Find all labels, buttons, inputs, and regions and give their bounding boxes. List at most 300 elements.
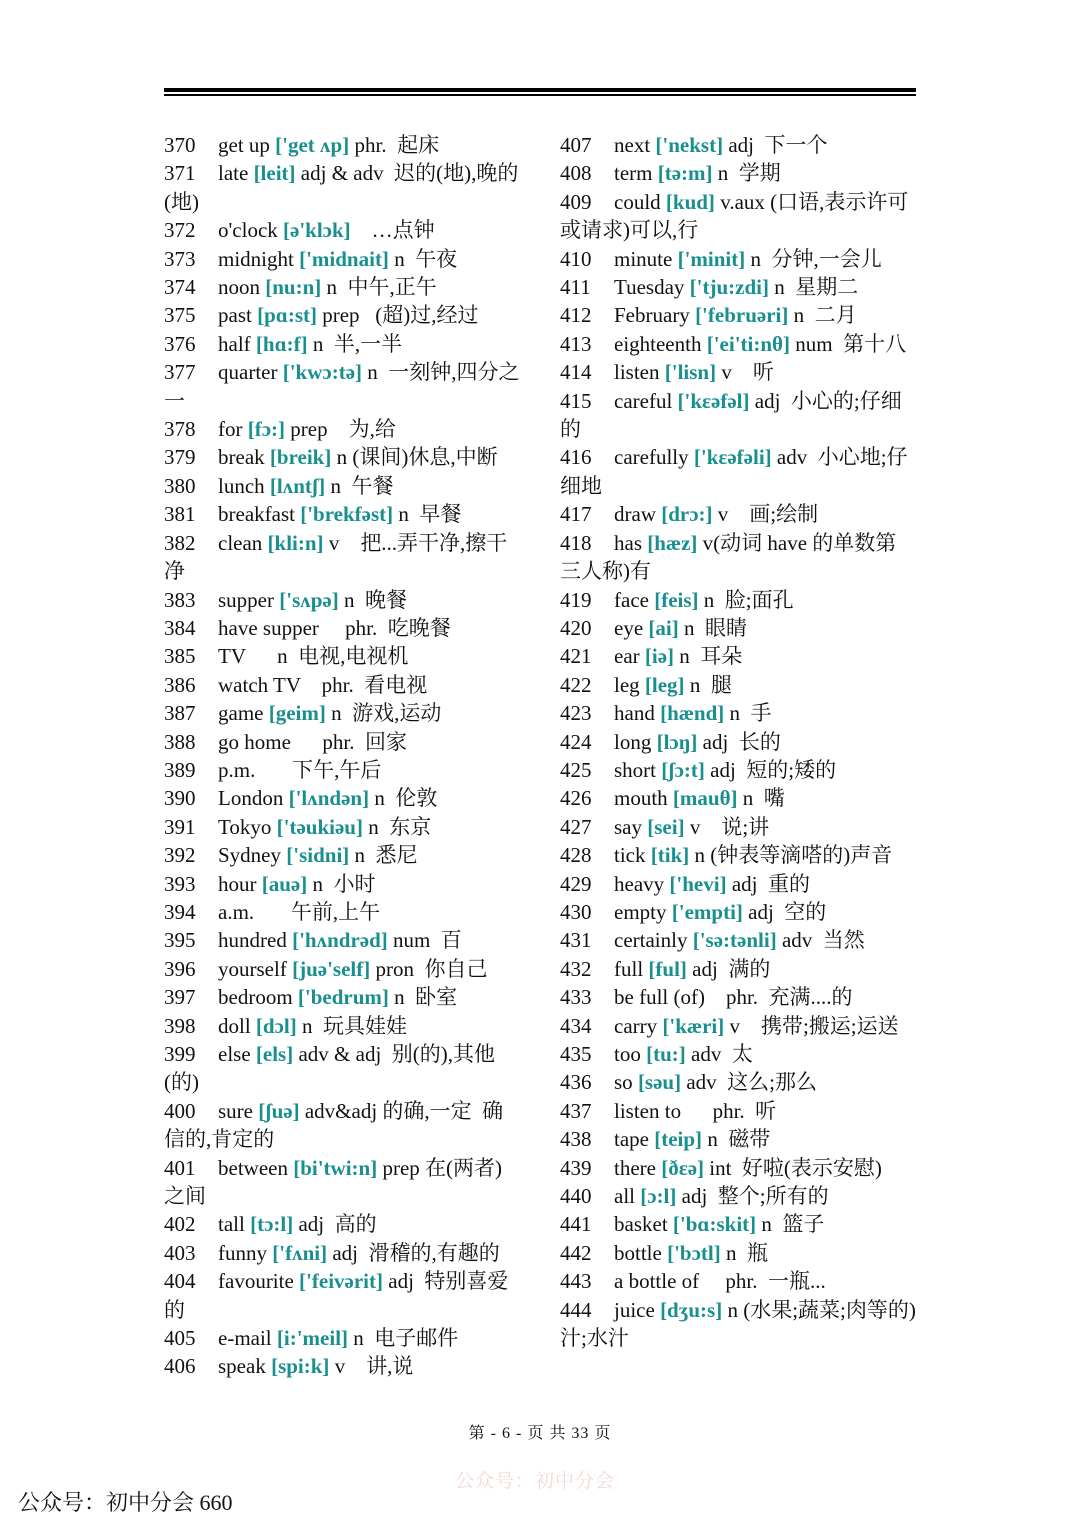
entry-word: noon [218, 275, 260, 300]
entry-word: be full (of) [614, 985, 705, 1010]
entry-word: supper [218, 587, 274, 612]
vocab-entry [560, 898, 916, 926]
entry-phonetic: ['ei'ti:nθ] [706, 331, 790, 356]
entry-number: 422 [560, 672, 592, 697]
vocab-entry [560, 699, 916, 727]
entry-definition: adv 小心地;仔细地 [560, 445, 908, 498]
entry-word: get up [218, 133, 270, 157]
entry-word: heavy [614, 871, 665, 896]
vocab-column-right [560, 131, 916, 1352]
entry-phonetic: [juə'self] [292, 956, 371, 981]
entry-number: 429 [560, 871, 592, 896]
entry-word: speak [218, 1354, 266, 1379]
vocab-entry [560, 1239, 916, 1267]
entry-phonetic: ['februəri] [695, 303, 789, 328]
entry-word: bottle [614, 1240, 662, 1265]
entry-number: 399 [164, 1042, 196, 1066]
vocab-entry [560, 1125, 916, 1153]
vocab-entry [560, 159, 916, 187]
vocab-entry [164, 443, 520, 471]
entry-phonetic: ['tju:zdi] [689, 275, 769, 300]
vocab-entry [164, 728, 520, 756]
entry-phonetic: [tu:] [646, 1042, 686, 1066]
entry-definition: adv 这么;那么 [686, 1070, 818, 1095]
entry-phonetic: [i:'meil] [276, 1326, 349, 1351]
entry-definition: phr. 充满....的 [710, 985, 853, 1010]
entry-phonetic: ['get ʌp] [275, 133, 350, 157]
entry-number: 376 [164, 331, 196, 356]
entry-phonetic: [iə] [644, 644, 675, 669]
vocab-entry [560, 1068, 916, 1096]
entry-phonetic: ['hʌndrəd] [292, 928, 388, 953]
entry-number: 435 [560, 1042, 592, 1066]
entry-definition: phr. 看电视 [305, 672, 428, 697]
entry-phonetic: [leg] [644, 672, 685, 697]
entry-word: careful [614, 388, 673, 413]
entry-word: short [614, 757, 656, 782]
entry-number: 404 [164, 1269, 196, 1294]
vocab-entry [560, 500, 916, 528]
entry-phonetic: [ʃɔ:t] [661, 757, 705, 782]
entry-definition: phr. 起床 [354, 133, 440, 157]
entry-definition: adj & adv 迟的(地),晚的(地) [164, 161, 519, 214]
vocab-entry [164, 216, 520, 244]
entry-phonetic: ['kεəfəli] [693, 445, 772, 470]
entry-number: 393 [164, 871, 196, 896]
entry-phonetic: [kli:n] [267, 530, 324, 555]
entry-definition: n 瓶 [725, 1240, 768, 1265]
vocab-entry [164, 330, 520, 358]
entry-definition: n 脸;面孔 [703, 587, 794, 612]
entry-phonetic: [dɔl] [255, 1013, 297, 1038]
entry-phonetic: ['empti] [671, 899, 743, 924]
entry-phonetic: [sei] [647, 814, 685, 839]
entry-phonetic: [breik] [269, 445, 332, 470]
entry-number: 413 [560, 331, 592, 356]
entry-number: 419 [560, 587, 592, 612]
vocab-entry [164, 529, 520, 586]
entry-word: London [218, 786, 284, 811]
entry-number: 442 [560, 1240, 592, 1265]
entry-definition: adv 太 [691, 1042, 753, 1066]
entry-definition: adj 整个;所有的 [681, 1184, 829, 1209]
vocab-entry [164, 1097, 520, 1154]
entry-phonetic: ['fʌni] [272, 1240, 328, 1265]
vocab-entry [560, 1012, 916, 1040]
entry-word: else [218, 1042, 251, 1066]
entry-definition: n 手 [729, 701, 772, 726]
entry-definition: v(动词 have 的单数第三人称)有 [560, 530, 897, 584]
vocab-entry [560, 1182, 916, 1210]
entry-number: 428 [560, 843, 592, 868]
entry-number: 405 [164, 1326, 196, 1351]
vocab-entry [560, 926, 916, 954]
entry-word: game [218, 701, 264, 726]
entry-word: term [614, 161, 653, 186]
entry-phonetic: ['sidni] [286, 843, 350, 868]
entry-word: doll [218, 1013, 251, 1038]
entry-definition: n 腿 [689, 672, 732, 697]
entry-phonetic: ['midnait] [299, 246, 389, 271]
vocab-entry [164, 813, 520, 841]
entry-number: 389 [164, 757, 196, 782]
entry-phonetic: [səu] [637, 1070, 682, 1095]
entry-definition: adj 空的 [748, 899, 827, 924]
entry-word: empty [614, 899, 667, 924]
entry-phonetic: ['sə:tənli] [692, 928, 777, 953]
entry-definition: adj 小心的;仔细的 [560, 388, 902, 442]
vocab-entry [164, 1154, 520, 1211]
entry-definition: n 学期 [717, 161, 781, 186]
entry-phonetic: [pɑ:st] [257, 303, 317, 328]
entry-number: 382 [164, 530, 196, 555]
entry-definition: n 东京 [368, 814, 432, 839]
account-watermark: 公众号：初中分会 660 [18, 1490, 233, 1515]
entry-number: 407 [560, 133, 592, 157]
entry-definition: n 半,一半 [312, 331, 403, 356]
entry-word: February [614, 303, 690, 328]
entry-number: 434 [560, 1013, 592, 1038]
entry-definition: n 一刻钟,四分之一 [164, 360, 520, 413]
entry-phonetic: ['kεəfəl] [677, 388, 750, 413]
entry-number: 427 [560, 814, 592, 839]
entry-number: 414 [560, 360, 592, 385]
vocab-entry [164, 1210, 520, 1238]
vocab-entry [164, 870, 520, 898]
entry-word: hour [218, 871, 257, 896]
entry-phonetic: ['kæri] [662, 1013, 725, 1038]
entry-phonetic: [auə] [261, 871, 308, 896]
entry-word: ear [614, 644, 640, 669]
vocab-entry [164, 1352, 520, 1380]
entry-phonetic: ['bɔtl] [667, 1240, 721, 1265]
entry-word: funny [218, 1240, 267, 1265]
entry-definition: adj 高的 [298, 1212, 377, 1237]
vocab-entry [560, 1210, 916, 1238]
vocab-entry [164, 500, 520, 528]
vocab-entry [560, 870, 916, 898]
entry-phonetic: [hænd] [660, 701, 725, 726]
entry-word: listen to [614, 1098, 682, 1123]
vocab-entry [560, 529, 916, 586]
vocab-entry [164, 926, 520, 954]
vocab-entry [164, 955, 520, 983]
entry-number: 379 [164, 445, 196, 470]
entry-number: 394 [164, 899, 196, 924]
vocab-entry [164, 671, 520, 699]
entry-word: p.m. [218, 757, 256, 782]
entry-phonetic: [fɔ:] [247, 417, 286, 442]
entry-word: carry [614, 1013, 658, 1038]
page-number: 第 - 6 - 页 共 33 页 [468, 1425, 612, 1442]
entry-definition: v 画;绘制 [717, 502, 819, 527]
entry-word: past [218, 303, 252, 328]
entry-word: draw [614, 502, 656, 527]
entry-definition: adj 短的;矮的 [710, 757, 837, 782]
entry-word: tick [614, 843, 646, 868]
entry-definition: adj 下一个 [728, 133, 828, 157]
entry-word: for [218, 417, 243, 442]
header-rule-thick [164, 88, 916, 92]
entry-phonetic: [ə'klɔk] [283, 218, 351, 243]
vocab-entry [164, 586, 520, 614]
vocab-entry [164, 841, 520, 869]
entry-number: 378 [164, 417, 196, 442]
entry-number: 410 [560, 246, 592, 271]
entry-word: o'clock [218, 218, 278, 243]
entry-number: 412 [560, 303, 592, 328]
entry-phonetic: [ai] [648, 615, 679, 640]
entry-definition: n 磁带 [707, 1127, 771, 1152]
vocab-entry [164, 131, 520, 159]
entry-phonetic: [lɔŋ] [656, 729, 698, 754]
vocab-entry [560, 671, 916, 699]
entry-definition: 下午,午后 [260, 757, 382, 782]
entry-number: 417 [560, 502, 592, 527]
entry-number: 370 [164, 133, 196, 157]
entry-phonetic: [hæz] [647, 530, 698, 555]
entry-number: 402 [164, 1212, 196, 1237]
entry-word: face [614, 587, 649, 612]
entry-number: 416 [560, 445, 592, 470]
entry-number: 443 [560, 1269, 592, 1294]
entry-definition: n 中午,正午 [326, 275, 437, 300]
entry-number: 395 [164, 928, 196, 953]
entry-number: 438 [560, 1127, 592, 1152]
entry-word: Sydney [218, 843, 281, 868]
entry-number: 424 [560, 729, 592, 754]
entry-number: 398 [164, 1013, 196, 1038]
entry-phonetic: ['təukiəu] [276, 814, 363, 839]
vocab-entry [164, 756, 520, 784]
vocab-entry [164, 614, 520, 642]
entry-word: a bottle of [614, 1269, 700, 1294]
vocab-column-left [164, 131, 520, 1381]
entry-number: 431 [560, 928, 592, 953]
vocab-entry [164, 159, 520, 216]
vocab-entry [560, 245, 916, 273]
entry-word: a.m. [218, 899, 255, 924]
entry-phonetic: [ðεə] [661, 1155, 705, 1180]
entry-phonetic: [geim] [268, 701, 326, 726]
vocab-entry [560, 955, 916, 983]
entry-word: listen [614, 360, 660, 385]
faint-watermark: 公众号：初中分会 [455, 1471, 616, 1492]
entry-number: 390 [164, 786, 196, 811]
entry-number: 411 [560, 275, 591, 300]
entry-word: Tuesday [614, 275, 685, 300]
entry-word: between [218, 1155, 288, 1180]
entry-number: 388 [164, 729, 196, 754]
entry-definition: adv 当然 [781, 928, 865, 953]
entry-definition: n 玩具娃娃 [302, 1013, 407, 1038]
entry-number: 409 [560, 189, 592, 214]
entry-phonetic: [drɔ:] [661, 502, 713, 527]
entry-number: 375 [164, 303, 196, 328]
entry-phonetic: [ɔ:l] [640, 1184, 677, 1209]
entry-word: minute [614, 246, 673, 271]
entry-definition: n 篮子 [761, 1212, 825, 1237]
entry-definition: n (水果;蔬菜;肉等的)汁;水汁 [560, 1297, 916, 1351]
entry-word: half [218, 331, 251, 356]
vocab-entry [560, 1040, 916, 1068]
entry-phonetic: ['hevi] [669, 871, 727, 896]
vocab-entry [560, 387, 916, 444]
entry-word: e-mail [218, 1326, 272, 1351]
entry-phonetic: [feis] [654, 587, 699, 612]
entry-number: 387 [164, 701, 196, 726]
entry-number: 374 [164, 275, 196, 300]
entry-phonetic: [ʃuə] [258, 1098, 300, 1123]
entry-word: too [614, 1042, 641, 1066]
entry-number: 432 [560, 956, 592, 981]
entry-word: watch TV [218, 672, 301, 697]
entry-definition: n (课间)休息,中断 [336, 445, 498, 470]
vocab-entry [164, 415, 520, 443]
entry-phonetic: [bi'twi:n] [293, 1155, 378, 1180]
entry-number: 406 [164, 1354, 196, 1379]
entry-word: eighteenth [614, 331, 702, 356]
vocab-entry [164, 784, 520, 812]
entry-phonetic: [kud] [665, 189, 715, 214]
entry-phonetic: [tik] [650, 843, 690, 868]
entry-word: hundred [218, 928, 287, 953]
entry-definition: 午前,上午 [259, 899, 381, 924]
entry-word: so [614, 1070, 633, 1095]
entry-number: 444 [560, 1297, 592, 1322]
entry-definition: adv&adj 的确,一定 确信的,肯定的 [164, 1098, 504, 1152]
entry-word: favourite [218, 1269, 294, 1294]
entry-definition: n 二月 [793, 303, 857, 328]
entry-definition: v 听 [721, 360, 774, 385]
entry-definition: v 携带;搬运;运送 [729, 1013, 899, 1038]
vocab-entry [164, 273, 520, 301]
vocab-entry [164, 245, 520, 273]
vocab-entry [560, 642, 916, 670]
entry-number: 392 [164, 843, 196, 868]
vocab-entry [560, 756, 916, 784]
vocab-entry [560, 728, 916, 756]
vocab-entry [164, 1012, 520, 1040]
entry-number: 391 [164, 814, 196, 839]
entry-word: sure [218, 1098, 253, 1123]
entry-definition: n 电视,电视机 [250, 644, 409, 669]
entry-word: bedroom [218, 985, 293, 1010]
entry-word: tape [614, 1127, 649, 1152]
entry-definition: adv & adj 别(的),其他(的) [164, 1042, 496, 1095]
entry-number: 415 [560, 388, 592, 413]
entry-definition: n 晚餐 [344, 587, 407, 612]
entry-definition: adj 滑稽的,有趣的 [332, 1240, 500, 1265]
entry-definition: n 悉尼 [354, 843, 418, 868]
entry-definition: phr. 吃晚餐 [324, 615, 451, 640]
vocab-entry [560, 1154, 916, 1182]
entry-definition: num 百 [393, 928, 462, 953]
vocab-entry [164, 898, 520, 926]
entry-word: clean [218, 530, 263, 555]
entry-phonetic: ['lʌndən] [288, 786, 370, 811]
vocab-entry [560, 813, 916, 841]
entry-number: 436 [560, 1070, 592, 1095]
entry-definition: num 第十八 [795, 331, 907, 356]
entry-phonetic: [ful] [648, 956, 687, 981]
entry-number: 440 [560, 1184, 592, 1209]
entry-number: 441 [560, 1212, 592, 1237]
entry-definition: n 电子邮件 [353, 1326, 459, 1351]
entry-definition: int 好啦(表示安慰) [709, 1155, 882, 1180]
entry-word: say [614, 814, 642, 839]
entry-number: 377 [164, 360, 196, 385]
entry-phonetic: [teip] [654, 1127, 703, 1152]
vocab-entry [164, 1239, 520, 1267]
vocab-entry [164, 358, 520, 415]
entry-phonetic: ['bedrum] [297, 985, 389, 1010]
vocab-entry [560, 188, 916, 245]
entry-definition: …点钟 [355, 218, 435, 243]
entry-number: 386 [164, 672, 196, 697]
entry-number: 384 [164, 615, 196, 640]
entry-word: quarter [218, 360, 278, 385]
entry-number: 426 [560, 786, 592, 811]
entry-number: 372 [164, 218, 196, 243]
vocab-entry [560, 1296, 916, 1353]
vocab-entry [164, 1324, 520, 1352]
vocab-entry [560, 614, 916, 642]
entry-definition: n 星期二 [774, 275, 859, 300]
entry-number: 401 [164, 1155, 196, 1180]
entry-definition: n 游戏,运动 [331, 701, 442, 726]
entry-word: go home [218, 729, 291, 754]
vocab-entry [560, 784, 916, 812]
entry-phonetic: ['kwɔ:tə] [282, 360, 363, 385]
vocab-entry [560, 443, 916, 500]
entry-phonetic: ['sʌpə] [279, 587, 339, 612]
entry-word: certainly [614, 928, 688, 953]
entry-definition: adj 重的 [731, 871, 810, 896]
entry-phonetic: [tɔ:l] [250, 1212, 294, 1237]
entry-definition: n 午餐 [330, 473, 394, 498]
entry-definition: n 午夜 [394, 246, 458, 271]
entry-definition: phr. 回家 [296, 729, 407, 754]
entry-word: leg [614, 672, 640, 697]
entry-number: 385 [164, 644, 196, 669]
entry-definition: n 伦敦 [374, 786, 438, 811]
entry-number: 420 [560, 615, 592, 640]
vocab-entry [560, 273, 916, 301]
vocab-entry [164, 301, 520, 329]
entry-phonetic: [nu:n] [265, 275, 322, 300]
entry-number: 408 [560, 161, 592, 186]
entry-number: 396 [164, 956, 196, 981]
entry-word: lunch [218, 473, 265, 498]
entry-definition: v.aux (口语,表示许可或请求)可以,行 [560, 189, 909, 243]
entry-definition: n 眼睛 [683, 615, 747, 640]
entry-definition: n 分钟,一会儿 [750, 246, 882, 271]
entry-phonetic: ['nekst] [655, 133, 724, 157]
vocab-entry [560, 841, 916, 869]
entry-number: 403 [164, 1240, 196, 1265]
entry-number: 380 [164, 473, 196, 498]
entry-number: 425 [560, 757, 592, 782]
entry-phonetic: ['brekfəst] [300, 502, 394, 527]
entry-definition: prep 在(两者)之间 [164, 1155, 503, 1209]
entry-phonetic: [hɑ:f] [255, 331, 308, 356]
entry-number: 421 [560, 644, 592, 669]
entry-word: hand [614, 701, 655, 726]
entry-number: 423 [560, 701, 592, 726]
entry-phonetic: [mauθ] [672, 786, 738, 811]
entry-word: midnight [218, 246, 294, 271]
